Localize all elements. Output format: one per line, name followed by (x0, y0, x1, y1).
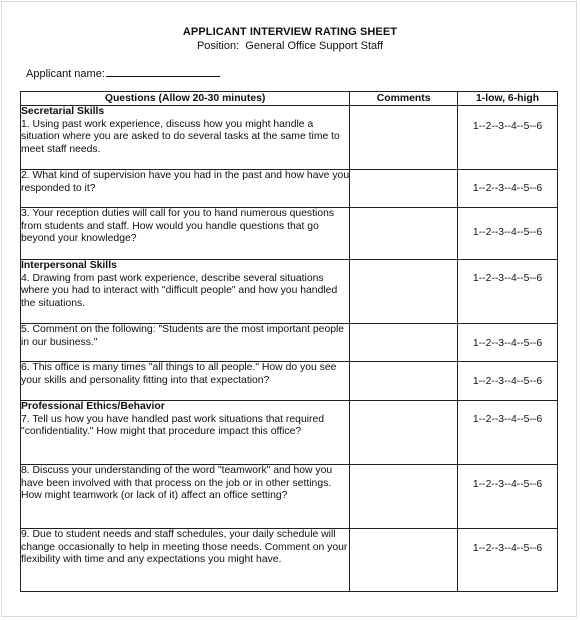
rating-cell[interactable]: 1--2--3--4--5--6 (458, 260, 558, 324)
section-heading: Secretarial Skills (21, 106, 105, 117)
applicant-name-row (26, 66, 220, 80)
rating-cell[interactable]: 1--2--3--4--5--6 (458, 106, 558, 170)
table-row (21, 529, 558, 592)
comment-cell[interactable] (350, 401, 458, 465)
table-row (21, 260, 558, 324)
section-heading: Interpersonal Skills (21, 260, 117, 271)
rating-cell[interactable]: 1--2--3--4--5--6 (458, 362, 558, 401)
page-title: APPLICANT INTERVIEW RATING SHEET (182, 26, 398, 38)
question-text: 3. Your reception duties will call for you to hand numerous questions from students and staff. How would you handle questions that go beyond your knowledge? (21, 208, 335, 245)
comment-cell[interactable] (350, 106, 458, 170)
question-text: 5. Comment on the following: "Students are the most important people in our business." (21, 324, 345, 348)
rating-cell[interactable]: 1--2--3--4--5--6 (458, 401, 558, 465)
question-text: 8. Discuss your understanding of the word "teamwork" and how you have been involved with that process on the job or in other settings. How might teamwork (or lack of it) affect an office setting? (21, 465, 333, 502)
rating-cell[interactable]: 1--2--3--4--5--6 (458, 170, 558, 208)
rating-cell[interactable]: 1--2--3--4--5--6 (458, 465, 558, 529)
table-row (21, 106, 558, 170)
question-text: 7. Tell us how you have handled past work situations that required "confidentiality." How might that procedure impact this office? (21, 413, 325, 438)
table-row (21, 170, 558, 208)
column-header-comments: Comments (350, 92, 458, 106)
applicant-name-label: Applicant name: (26, 68, 105, 80)
question-cell (21, 465, 350, 529)
rating-cell[interactable]: 1--2--3--4--5--6 (458, 208, 558, 260)
applicant-name-field[interactable] (106, 66, 220, 77)
question-cell (21, 529, 350, 592)
table-row (21, 465, 558, 529)
table-row (21, 362, 558, 401)
question-cell (21, 106, 350, 170)
table-header-row (21, 92, 558, 106)
question-cell (21, 260, 350, 324)
question-text: 6. This office is many times "all things to all people." How do you see your skills and personality fitting into that expectation? (21, 362, 337, 386)
column-header-rating: 1-low, 6-high (458, 92, 558, 106)
question-cell (21, 401, 350, 465)
section-heading: Professional Ethics/Behavior (21, 401, 165, 412)
column-header-questions: Questions (Allow 20-30 minutes) (21, 92, 350, 106)
question-text: 4. Drawing from past work experience, describe several situations where you had to interact with "difficult people" and how you handled the situations. (21, 272, 338, 309)
comment-cell[interactable] (350, 260, 458, 324)
comment-cell[interactable] (350, 362, 458, 401)
question-cell (21, 170, 350, 208)
comment-cell[interactable] (350, 324, 458, 362)
table-row (21, 324, 558, 362)
rating-cell[interactable]: 1--2--3--4--5--6 (458, 529, 558, 592)
question-cell (21, 324, 350, 362)
question-text: 9. Due to student needs and staff schedules, your daily schedule will change occasionally to help in meeting those needs. Comment on your flexibility with time and any expectations you might have. (21, 529, 348, 566)
rating-table (20, 91, 558, 592)
position-value: General Office Support Staff (245, 40, 384, 52)
question-cell (21, 208, 350, 260)
question-text: 1. Using past work experience, discuss how you might handle a situation where you are asked to do several tasks at the same time to meet staff needs. (21, 118, 340, 155)
table-row (21, 208, 558, 260)
rating-cell[interactable]: 1--2--3--4--5--6 (458, 324, 558, 362)
comment-cell[interactable] (350, 208, 458, 260)
table-row (21, 401, 558, 465)
position-line (0, 40, 580, 52)
comment-cell[interactable] (350, 170, 458, 208)
question-cell (21, 362, 350, 401)
comment-cell[interactable] (350, 465, 458, 529)
comment-cell[interactable] (350, 529, 458, 592)
question-text: 2. What kind of supervision have you had in the past and how have you responded to it? (21, 170, 350, 194)
position-label: Position: (196, 40, 240, 52)
